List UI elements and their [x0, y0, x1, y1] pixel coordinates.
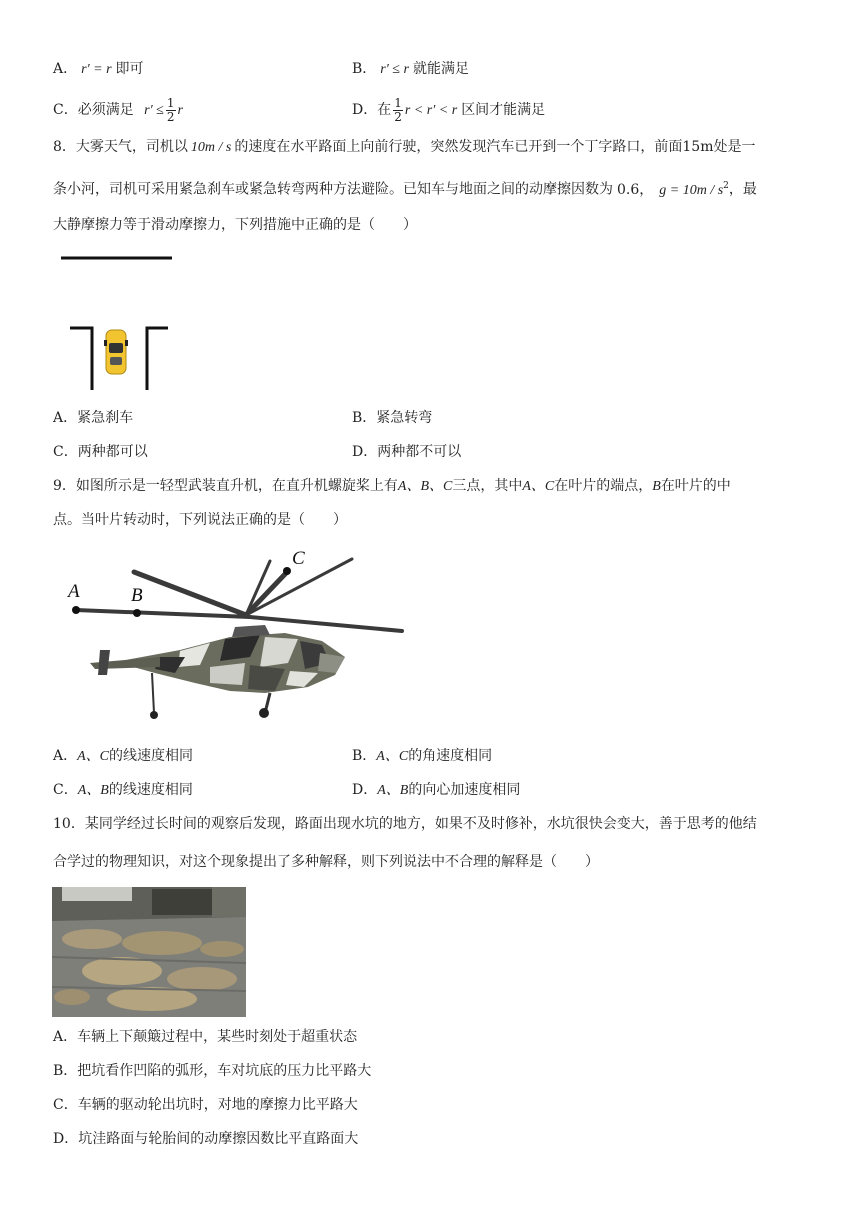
q9-stem-line1: 9．如图所示是一轻型武装直升机，在直升机螺旋桨上有A、B、C三点，其中A、C在叶片的端点，B在叶片的中 — [53, 478, 731, 494]
q7-option-d: D．在 $\frac{1}{2}$ r < r′ < r 区间才能满足 — [352, 95, 546, 124]
q8-stem-line1: 8．大雾天气，司机以 10m / s 的速度在水平路面上向前行驶，突然发现汽车已开到一个丁字路口，前面15m处是一 — [53, 139, 756, 155]
t-junction-diagram — [55, 250, 185, 395]
q8-option-d: D．两种都不可以 — [352, 444, 462, 460]
q7-option-a: A． r′ = r 即可 — [53, 61, 144, 77]
q7-option-c: C．必须满足 r′ ≤ $\frac{1}{2}$ r — [53, 95, 183, 124]
pothole-photo — [52, 887, 246, 1017]
q9-option-d: D．A、B的向心加速度相同 — [352, 782, 521, 798]
q8-option-a: A．紧急刹车 — [53, 410, 134, 426]
point-c-label: C — [292, 548, 305, 569]
helicopter-body — [90, 625, 345, 719]
q8-stem-line3: 大静摩擦力等于滑动摩擦力，下列措施中正确的是（ ） — [53, 217, 417, 233]
helicopter-figure — [60, 545, 420, 725]
point-c-marker — [283, 567, 291, 575]
q8-stem-line2: 条小河，司机可采用紧急刹车或紧急转弯两种方法避险。已知车与地面之间的动摩擦因数为 0.6， $g = 10m / s^2$，最 — [53, 181, 757, 198]
q9-stem-line2: 点。当叶片转动时，下列说法正确的是（ ） — [53, 512, 347, 528]
car-icon — [104, 330, 128, 374]
q8-option-b: B．紧急转弯 — [352, 410, 433, 426]
point-b-label: B — [131, 585, 143, 606]
q9-option-a: A．A、C的线速度相同 — [53, 748, 194, 764]
q10-stem-line2: 合学过的物理知识，对这个现象提出了多种解释，则下列说法中不合理的解释是（ ） — [53, 854, 599, 870]
q10-option-c: C．车辆的驱动轮出坑时，对地的摩擦力比平路大 — [53, 1097, 358, 1113]
q10-option-b: B．把坑看作凹陷的弧形，车对坑底的压力比平路大 — [53, 1063, 372, 1079]
q10-stem-line1: 10．某同学经过长时间的观察后发现，路面出现水坑的地方，如果不及时修补，水坑很快会变大，善于思考的他结 — [53, 816, 757, 832]
road-left-edge — [70, 328, 92, 390]
road-right-edge — [147, 328, 168, 390]
q9-option-c: C．A、B的线速度相同 — [53, 782, 193, 798]
q8-option-c: C．两种都可以 — [53, 444, 148, 460]
rotor-blades — [76, 559, 402, 631]
q9-option-b: B．A、C的角速度相同 — [352, 748, 493, 764]
q10-option-a: A．车辆上下颠簸过程中，某些时刻处于超重状态 — [53, 1029, 358, 1045]
q10-option-d: D．坑洼路面与轮胎间的动摩擦因数比平直路面大 — [53, 1131, 359, 1147]
point-a-marker — [72, 606, 80, 614]
q7-option-b: B． r′ ≤ r 就能满足 — [352, 61, 469, 77]
point-a-label: A — [68, 581, 80, 602]
point-b-marker — [133, 609, 141, 617]
